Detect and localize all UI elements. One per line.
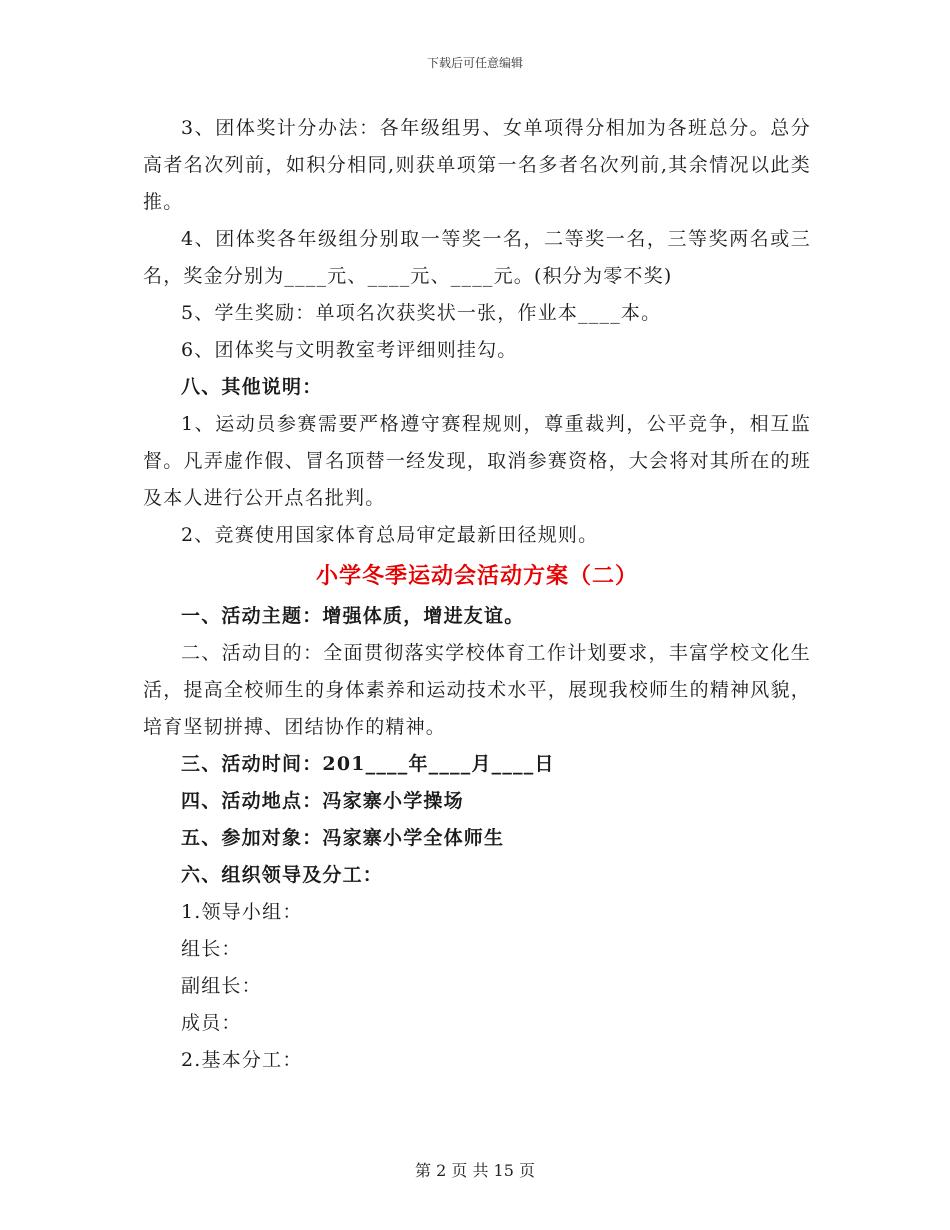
paragraph-3-team-scoring: 3、团体奖计分办法：各年级组男、女单项得分相加为各班总分。总分高者名次列前，如积分相同,则获单项第一名多者名次列前,其余情况以此类推。 <box>143 117 811 213</box>
paragraph-notes-1: 1、运动员参赛需要严格遵守赛程规则，尊重裁判，公平竞争，相互监督。凡弄虚作假、冒名顶替一经发现，取消参赛资格，大会将对其所在的班及本人进行公开点名批判。 <box>143 413 811 509</box>
paragraph-group-1 <box>143 110 811 554</box>
paragraph-5-student-awards: 5、学生奖励：单项名次获奖状一张，作业本____本。 <box>181 302 662 324</box>
item-basic-division: 2.基本分工： <box>181 1049 303 1071</box>
heading-participants: 五、参加对象：冯家寨小学全体师生 <box>181 827 505 849</box>
heading-activity-time: 三、活动时间：201____年____月____日 <box>181 753 555 775</box>
item-members: 成员： <box>181 1012 242 1034</box>
paragraph-6-civility-link: 6、团体奖与文明教室考评细则挂勾。 <box>181 339 518 361</box>
paragraph-notes-2: 2、竞赛使用国家体育总局审定最新田径规则。 <box>181 524 599 546</box>
paragraph-4-team-awards: 4、团体奖各年级组分别取一等奖一名，二等奖一名，三等奖两名或三名，奖金分别为____元、____元、____元。(积分为零不奖) <box>143 228 811 287</box>
section-title: 小学冬季运动会活动方案（二） <box>315 563 638 589</box>
page-number: 第 2 页 共 15 页 <box>415 1161 535 1180</box>
document-body <box>143 110 811 1079</box>
heading-other-notes: 八、其他说明： <box>181 376 323 398</box>
item-deputy-leader: 副组长： <box>181 975 262 997</box>
item-leadership-group: 1.领导小组： <box>181 901 303 923</box>
paragraph-group-2 <box>143 598 811 1079</box>
item-group-leader: 组长： <box>181 938 242 960</box>
paragraph-activity-purpose: 二、活动目的：全面贯彻落实学校体育工作计划要求，丰富学校文化生活，提高全校师生的身体素养和运动技术水平，展现我校师生的精神风貌，培育坚韧拼搏、团结协作的精神。 <box>143 642 811 738</box>
heading-organization: 六、组织领导及分工： <box>181 864 384 886</box>
header-note: 下载后可任意编辑 <box>426 56 523 70</box>
heading-activity-theme: 一、活动主题：增强体质，增进友谊。 <box>181 605 525 627</box>
heading-activity-location: 四、活动地点：冯家寨小学操场 <box>181 790 464 812</box>
